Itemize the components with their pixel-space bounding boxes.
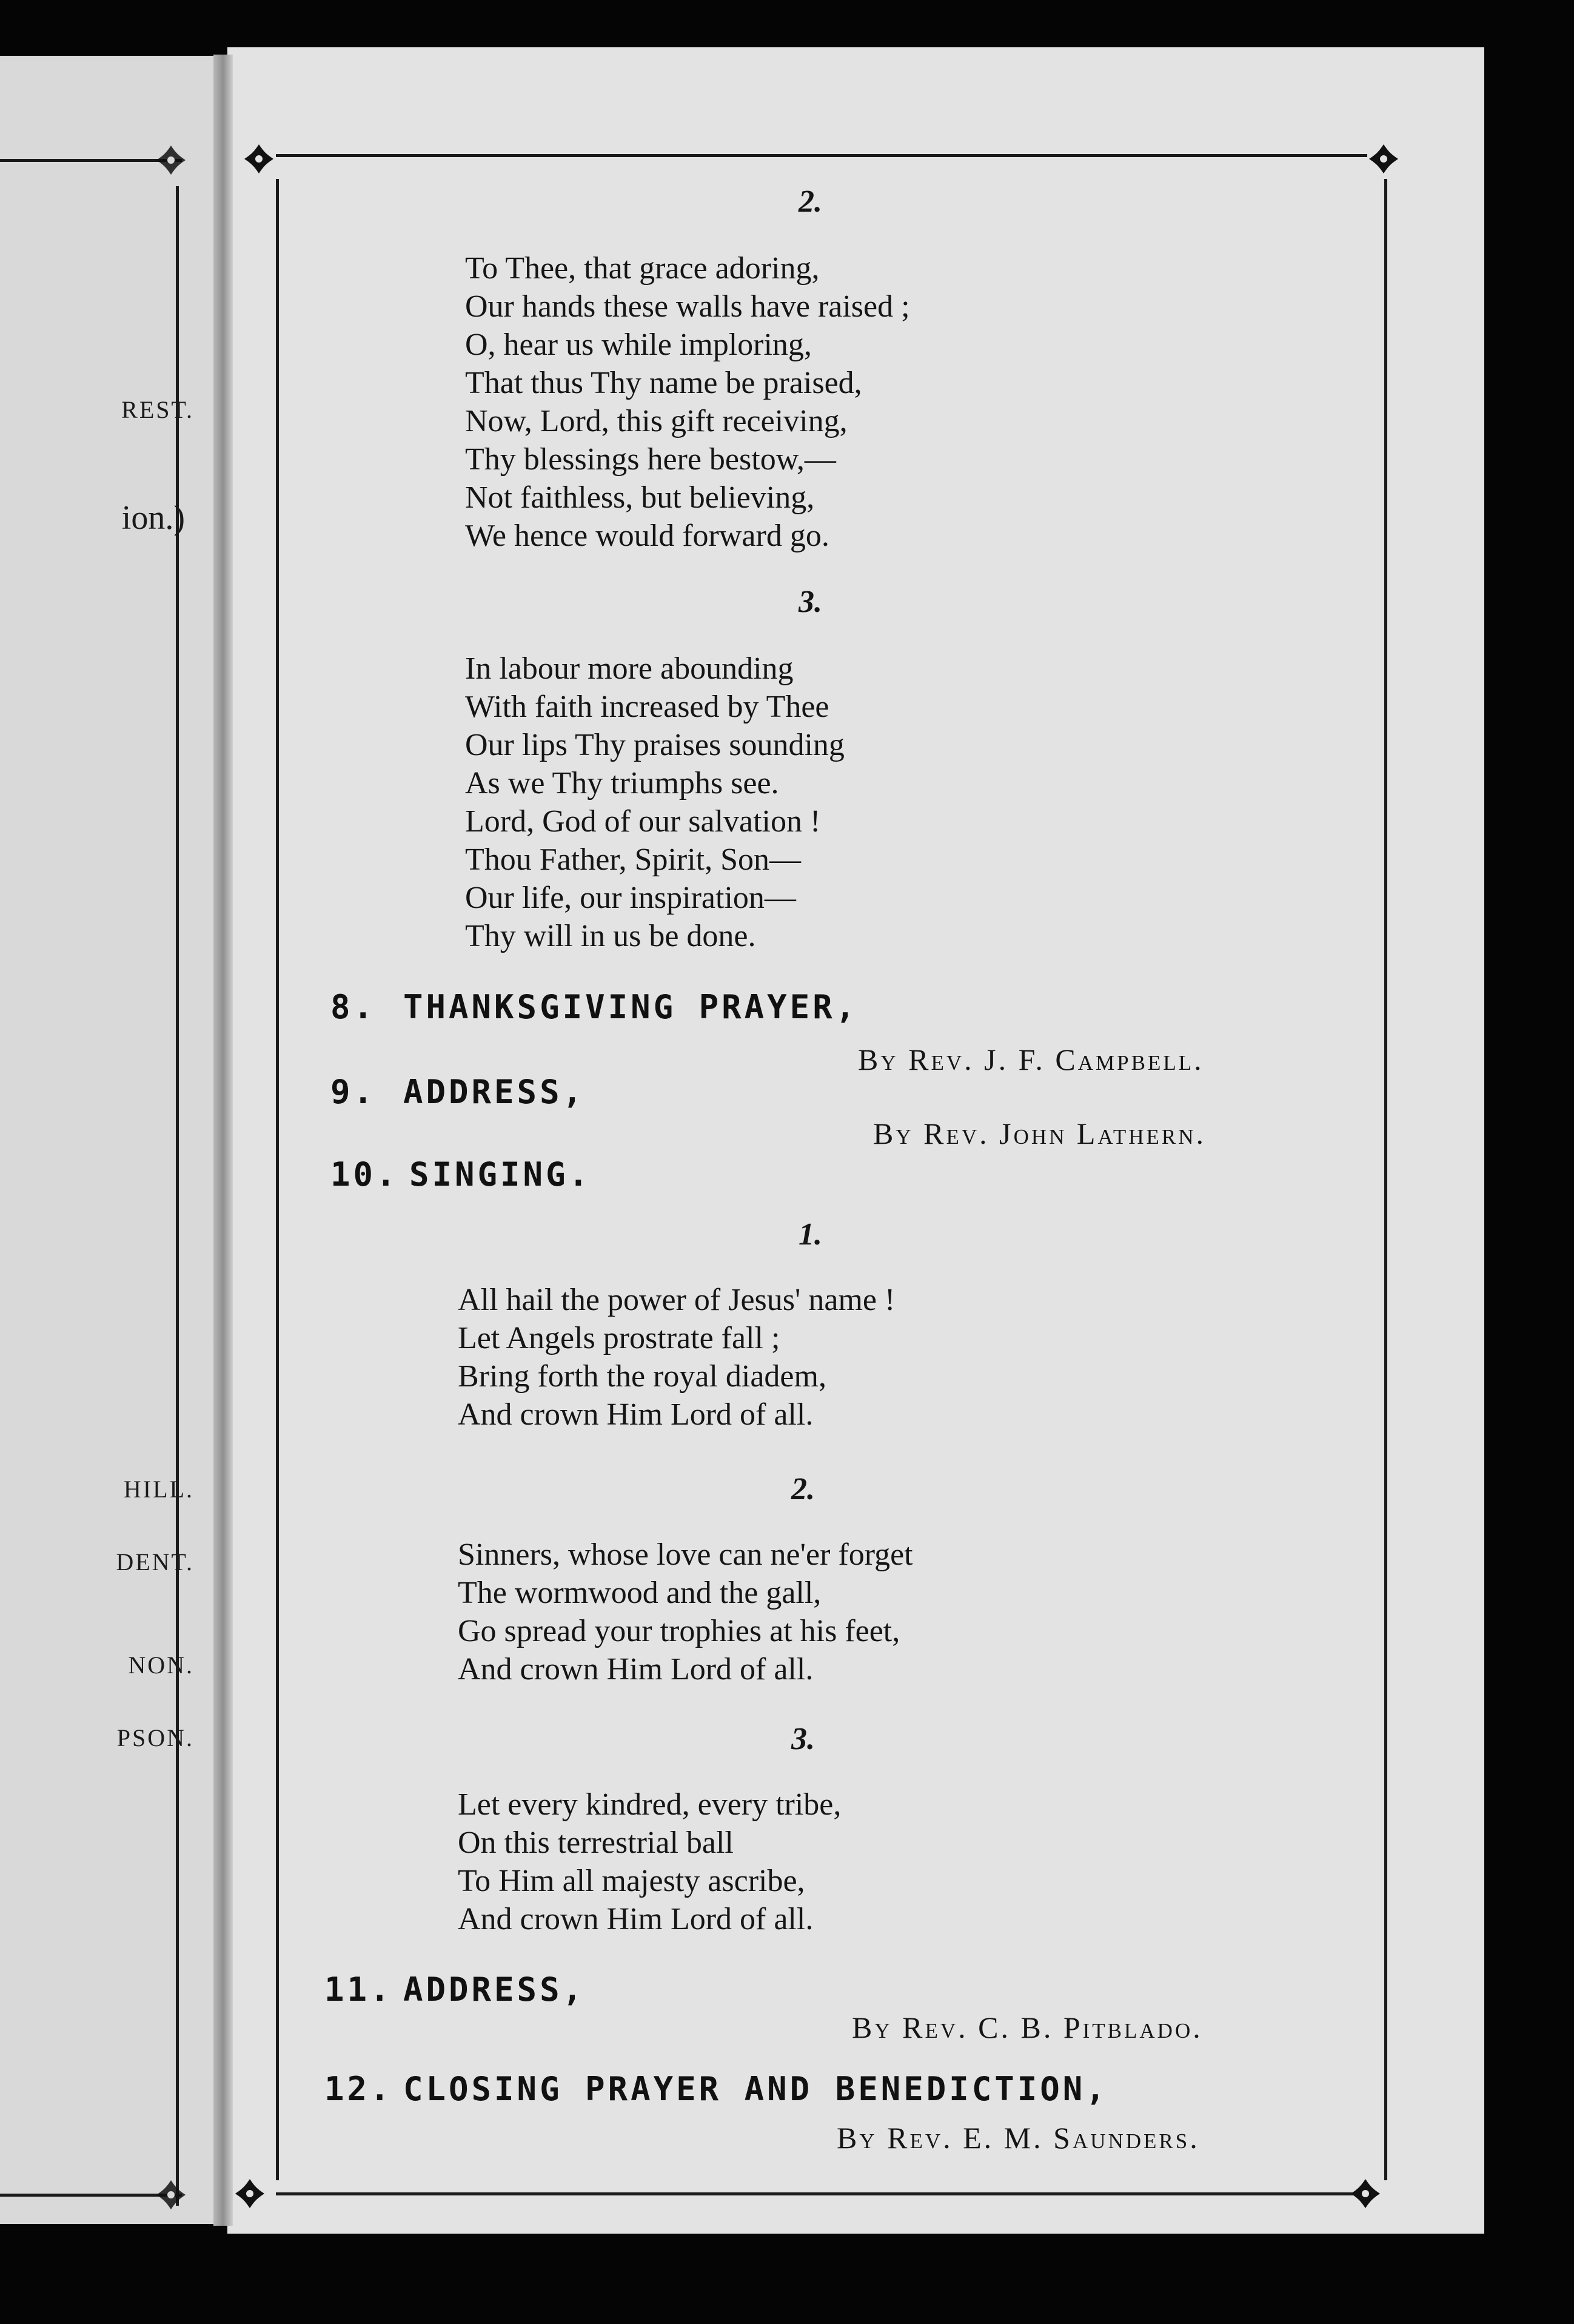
hymn-line: To Him all majesty ascribe, bbox=[458, 1864, 805, 1898]
left-fragment: ion.) bbox=[121, 499, 185, 537]
program-item-heading bbox=[330, 1155, 592, 1194]
hymn-line: That thus Thy name be praised, bbox=[465, 366, 862, 400]
border-bottom-rule bbox=[276, 2192, 1367, 2195]
program-item-heading bbox=[324, 2070, 1108, 2108]
corner-ornament-icon bbox=[152, 141, 190, 180]
hymn-line: The wormwood and the gall, bbox=[458, 1576, 822, 1610]
stanza-number: 2. bbox=[799, 184, 822, 219]
hymn-line: Our life, our inspiration— bbox=[465, 881, 796, 915]
left-fragment: DENT. bbox=[116, 1548, 194, 1576]
hymn-line: Lord, God of our salvation ! bbox=[465, 804, 821, 839]
hymn-line: All hail the power of Jesus' name ! bbox=[458, 1283, 896, 1317]
corner-ornament-icon bbox=[152, 2175, 190, 2214]
stanza-number: 1. bbox=[799, 1217, 822, 1252]
left-fragment: PSON. bbox=[116, 1724, 194, 1751]
corner-ornament-icon bbox=[1364, 139, 1403, 178]
stanza-number: 3. bbox=[791, 1722, 815, 1756]
speaker-credit: By Rev. C. B. Pitblado. bbox=[852, 2010, 1203, 2044]
border-right-rule bbox=[1384, 179, 1387, 2180]
hymn-line: Our lips Thy praises sounding bbox=[465, 728, 845, 762]
item-number: 12. bbox=[324, 2070, 393, 2108]
hymn-line: Our hands these walls have raised ; bbox=[465, 289, 910, 324]
hymn-line: Bring forth the royal diadem, bbox=[458, 1359, 826, 1394]
stanza-number: 2. bbox=[791, 1472, 815, 1506]
stanza-number: 3. bbox=[799, 585, 822, 619]
item-number: 11. bbox=[324, 1970, 393, 2009]
hymn-line: With faith increased by Thee bbox=[465, 690, 829, 724]
border-left-rule bbox=[276, 179, 279, 2180]
item-number: 9. bbox=[330, 1073, 377, 1111]
hymn-line: Sinners, whose love can ne'er forget bbox=[458, 1537, 913, 1572]
corner-ornament-icon bbox=[230, 2174, 269, 2213]
hymn-line: Thy blessings here bestow,— bbox=[465, 442, 836, 477]
item-number: 10. bbox=[330, 1155, 399, 1194]
border-top-rule bbox=[276, 154, 1367, 157]
left-fragment: REST. bbox=[121, 396, 194, 423]
speaker-credit: By Rev. E. M. Saunders. bbox=[837, 2121, 1200, 2155]
item-title: CLOSING PRAYER AND BENEDICTION, bbox=[403, 2070, 1108, 2108]
hymn-line: Thy will in us be done. bbox=[465, 919, 756, 953]
item-title: ADDRESS, bbox=[403, 1073, 586, 1111]
hymn-line: Not faithless, but believing, bbox=[465, 480, 815, 515]
hymn-line: Now, Lord, this gift receiving, bbox=[465, 404, 848, 438]
item-title: ADDRESS, bbox=[403, 1970, 586, 2009]
item-number: 8. bbox=[330, 988, 377, 1026]
hymn-line: Let every kindred, every tribe, bbox=[458, 1787, 842, 1822]
program-item-heading bbox=[324, 1970, 586, 2009]
hymn-line: And crown Him Lord of all. bbox=[458, 1652, 814, 1687]
left-fragment: NON. bbox=[128, 1651, 194, 1679]
speaker-credit: By Rev. J. F. Campbell. bbox=[858, 1043, 1204, 1076]
item-title: THANKSGIVING PRAYER, bbox=[403, 988, 859, 1026]
hymn-line: We hence would forward go. bbox=[465, 519, 829, 553]
hymn-line: And crown Him Lord of all. bbox=[458, 1397, 814, 1432]
page-gutter bbox=[213, 55, 233, 2226]
program-item-heading bbox=[330, 988, 859, 1026]
corner-ornament-icon bbox=[239, 139, 278, 178]
left-fragment: HILL. bbox=[123, 1476, 194, 1503]
hymn-line: To Thee, that grace adoring, bbox=[465, 251, 820, 286]
hymn-line: On this terrestrial ball bbox=[458, 1825, 734, 1860]
hymn-line: O, hear us while imploring, bbox=[465, 327, 812, 362]
program-item-heading bbox=[330, 1073, 586, 1111]
speaker-credit: By Rev. John Lathern. bbox=[873, 1117, 1207, 1150]
hymn-line: As we Thy triumphs see. bbox=[465, 766, 779, 801]
item-title: SINGING. bbox=[409, 1155, 592, 1194]
hymn-line: Let Angels prostrate fall ; bbox=[458, 1321, 780, 1355]
left-page-right-rule bbox=[176, 186, 179, 2206]
hymn-line: In labour more abounding bbox=[465, 651, 794, 686]
hymn-line: Go spread your trophies at his feet, bbox=[458, 1614, 900, 1648]
left-page-fragment bbox=[0, 56, 227, 2224]
hymn-line: Thou Father, Spirit, Son— bbox=[465, 842, 802, 877]
hymn-line: And crown Him Lord of all. bbox=[458, 1902, 814, 1936]
corner-ornament-icon bbox=[1346, 2174, 1385, 2213]
